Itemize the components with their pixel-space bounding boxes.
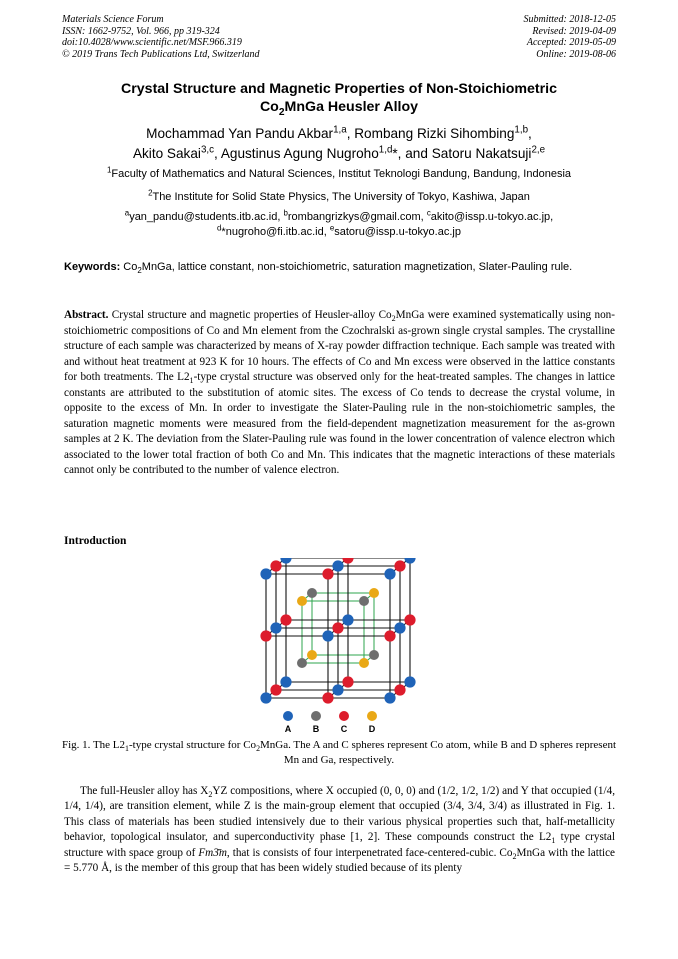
email-e: satoru@issp.u-tokyo.ac.jp [334, 225, 461, 238]
keywords-sub: 2 [137, 266, 142, 276]
author-line-2 [40, 144, 638, 164]
affiliation-1 [40, 167, 638, 181]
co-a-atom [332, 684, 343, 695]
co-c-atom [342, 558, 353, 564]
section-heading-introduction: Introduction [64, 535, 127, 547]
email-list [40, 210, 638, 239]
abstract-label: Abstract. [64, 309, 109, 321]
abstract-text-3: -type crystal structure was observed only for the heat-treated samples. The changes in lattice constants are attributed to the substitution of atomic sites. The excess of Co tends to decrease the crystal volume, in opposite to the excess of Mn. In order to investigate the Slater-Pauling rule in the non-stoichiometric samples, the saturation magnetic moments were measured from the field-dependent magnetization measurement for the as-grown samples at 2 K. The deviation from the Slater-Pauling rule was found in the lower concentration of valence electron which associated to the lower total fraction of both Co and Mn. This indicates that the magnetic interactions of these materials cannot only be contributed to the number of valence electron. [64, 371, 615, 476]
copyright-line: © 2019 Trans Tech Publications Ltd, Switzerland [62, 48, 260, 60]
body-text-2: YZ compositions, where X occupied (0, 0, 0) and (1/2, 1/2, 1/2) and Y that occupied (1/4, 1/4, 1/4), are transition element, while Z is the main-group element that occupied (3/4, 3/4, 3/4) as illustrated in Fig. 1. This class of materials has been studied intensively due to their various physical properties such that, half-metallicity behavior, topological insulator, and superconductivity phase [1, 2]. These compounds construct the L2 [64, 785, 615, 844]
co-c-atom [394, 684, 405, 695]
legend-label-c: C [340, 724, 348, 734]
legend-swatch-d [367, 711, 377, 721]
title-sub: 2 [278, 106, 285, 118]
co-c-atom [404, 614, 415, 625]
author-5: *, and Satoru Nakatsuji [392, 145, 532, 161]
doi-line: doi:10.4028/www.scientific.net/MSF.966.319 [62, 37, 242, 49]
body-sub-1: 2 [208, 790, 213, 800]
author-4-sup: 1,d [378, 143, 393, 155]
co-c-atom [270, 560, 281, 571]
ga-atom [297, 596, 307, 606]
title-line-1: Crystal Structure and Magnetic Properties of Non-Stoichiometric [121, 81, 557, 97]
author-3-sup: 3,c [200, 143, 215, 155]
caption-text-2: -type crystal structure for Co [128, 739, 257, 751]
keywords-text-1: Co [120, 261, 138, 273]
ga-atom [369, 588, 379, 598]
abstract-sub-1: 2 [391, 314, 396, 324]
online-date: Online: 2019-08-06 [536, 48, 616, 60]
ga-atom [359, 658, 369, 668]
title-rest: MnGa Heusler Alloy [284, 98, 419, 115]
author-1-sup: 1,a [333, 124, 347, 136]
figure-legend [283, 711, 377, 734]
caption-text-3: MnGa. The A and C spheres represent Co atom, while B and D spheres represent Mn and Ga, respectively. [260, 739, 617, 766]
crystal-structure-figure [244, 558, 434, 738]
email-c: akito@issp.u-tokyo.ac.jp, [430, 211, 554, 223]
keywords-block [64, 260, 615, 274]
affiliation-2 [40, 190, 638, 204]
author-2-sup: 1,b [514, 124, 529, 136]
affiliation-2-text: The Institute for Solid State Physics, The University of Tokyo, Kashiwa, Japan [152, 191, 530, 203]
body-text-3: type crystal structure with space group of [64, 831, 615, 859]
caption-text-1: Fig. 1. The L2 [61, 739, 126, 751]
email-d: *nugroho@fi.itb.ac.id, [221, 225, 330, 238]
legend-swatch-b [311, 711, 321, 721]
body-text-4: , that is consists of four interpenetrated face-centered-cubic. Co [226, 846, 513, 859]
abstract-text-1: Crystal structure and magnetic properties of Heusler-alloy Co [108, 309, 392, 321]
co-c-atom [394, 560, 405, 571]
title-line-2 [40, 99, 638, 117]
co-a-atom [280, 676, 291, 687]
issn-line: ISSN: 1662-9752, Vol. 966, pp 319-324 [62, 25, 220, 37]
co-a-atom [404, 558, 415, 564]
mn-atom [297, 658, 307, 668]
legend-label-a: A [284, 724, 292, 734]
co-c-atom [342, 676, 353, 687]
legend-label-d: D [368, 724, 376, 734]
legend-swatch-a [283, 711, 293, 721]
caption-sub-2: 2 [256, 744, 261, 754]
co-a-atom [384, 692, 395, 703]
body-sub-3: 2 [512, 851, 517, 861]
body-text-5: MnGa with the lattice = 5.770 Å, is the member of this group that has been widely studied because of its plenty [64, 846, 615, 875]
co-c-atom [260, 630, 271, 641]
author-1: Mochammad Yan Pandu Akbar [146, 126, 334, 141]
email-a: yan_pandu@students.itb.ac.id, [129, 211, 284, 223]
abstract-text-2: MnGa were examined systematically using non-stoichiometric compositions of Co and Mn element from the Czochralski as-grown single crystal samples. The crystalline structure of each sample was characterized by means of X-ray powder diffraction technique. Each sample was treated with and without heat treatment at 923 K for 10 hours. The effects of Co and Mn excess were observed in the lattice constants for both treatments. The L2 [64, 309, 615, 383]
submitted-date: Submitted: 2018-12-05 [523, 14, 616, 25]
revised-date: Revised: 2019-04-09 [532, 25, 616, 37]
co-a-atom [404, 676, 415, 687]
email-e-sup: e [329, 222, 335, 232]
accepted-date: Accepted: 2019-05-09 [526, 37, 616, 49]
title-co: Co [259, 98, 279, 115]
co-c-atom [332, 622, 343, 633]
affiliation-2-sup: 2 [148, 188, 153, 198]
ga-atom [307, 650, 317, 660]
paper-title [40, 81, 638, 116]
keywords-text-2: MnGa, lattice constant, non-stoichiometric, saturation magnetization, Slater-Pauling rule. [141, 261, 573, 273]
body-sub-2: 1 [551, 836, 556, 846]
space-group-symbol: Fm3̄m [198, 846, 227, 859]
affiliation-1-sup: 1 [106, 165, 112, 175]
co-c-atom [280, 614, 291, 625]
introduction-paragraph [64, 784, 615, 876]
co-a-atom [322, 630, 333, 641]
co-a-atom [342, 614, 353, 625]
co-a-atom [280, 558, 291, 564]
co-a-atom [270, 622, 281, 633]
co-a-atom [332, 560, 343, 571]
co-c-atom [322, 692, 333, 703]
journal-header-left [62, 14, 260, 60]
co-a-atom [260, 568, 271, 579]
abstract-sub-2: 1 [189, 376, 194, 386]
caption-sub-1: 1 [125, 744, 129, 754]
email-b: rombangrizkys@gmail.com, [287, 211, 427, 223]
mn-atom [369, 650, 379, 660]
email-line-2 [40, 222, 638, 240]
author-2-end: , [528, 126, 532, 141]
email-line-1 [40, 210, 638, 225]
author-line-1 [40, 124, 638, 144]
mn-atom [307, 588, 317, 598]
legend-swatch-c [339, 711, 349, 721]
author-2: , Rombang Rizki Sihombing [346, 126, 515, 141]
abstract-block [64, 308, 615, 479]
author-5-sup: 2,e [531, 143, 546, 155]
author-4: , Agustinus Agung Nugroho [214, 145, 379, 161]
body-text-1: The full-Heusler alloy has X [80, 785, 209, 797]
co-a-atom [384, 568, 395, 579]
email-a-sup: a [124, 208, 130, 218]
co-a-atom [394, 622, 405, 633]
mn-atom [359, 596, 369, 606]
journal-name: Materials Science Forum [62, 14, 164, 25]
affiliation-1-text: Faculty of Mathematics and Natural Sciences, Institut Teknologi Bandung, Bandung, Indonesia [111, 168, 572, 180]
author-list [40, 124, 638, 163]
email-d-sup: d [217, 222, 222, 232]
figure-caption [60, 738, 618, 767]
co-c-atom [384, 630, 395, 641]
co-c-atom [270, 684, 281, 695]
email-b-sup: b [283, 208, 288, 218]
author-3: Akito Sakai [132, 145, 201, 161]
email-c-sup: c [426, 208, 431, 218]
keywords-label: Keywords: [64, 261, 121, 273]
legend-label-b: B [312, 724, 320, 734]
co-a-atom [260, 692, 271, 703]
journal-header-right [524, 14, 617, 60]
co-c-atom [322, 568, 333, 579]
